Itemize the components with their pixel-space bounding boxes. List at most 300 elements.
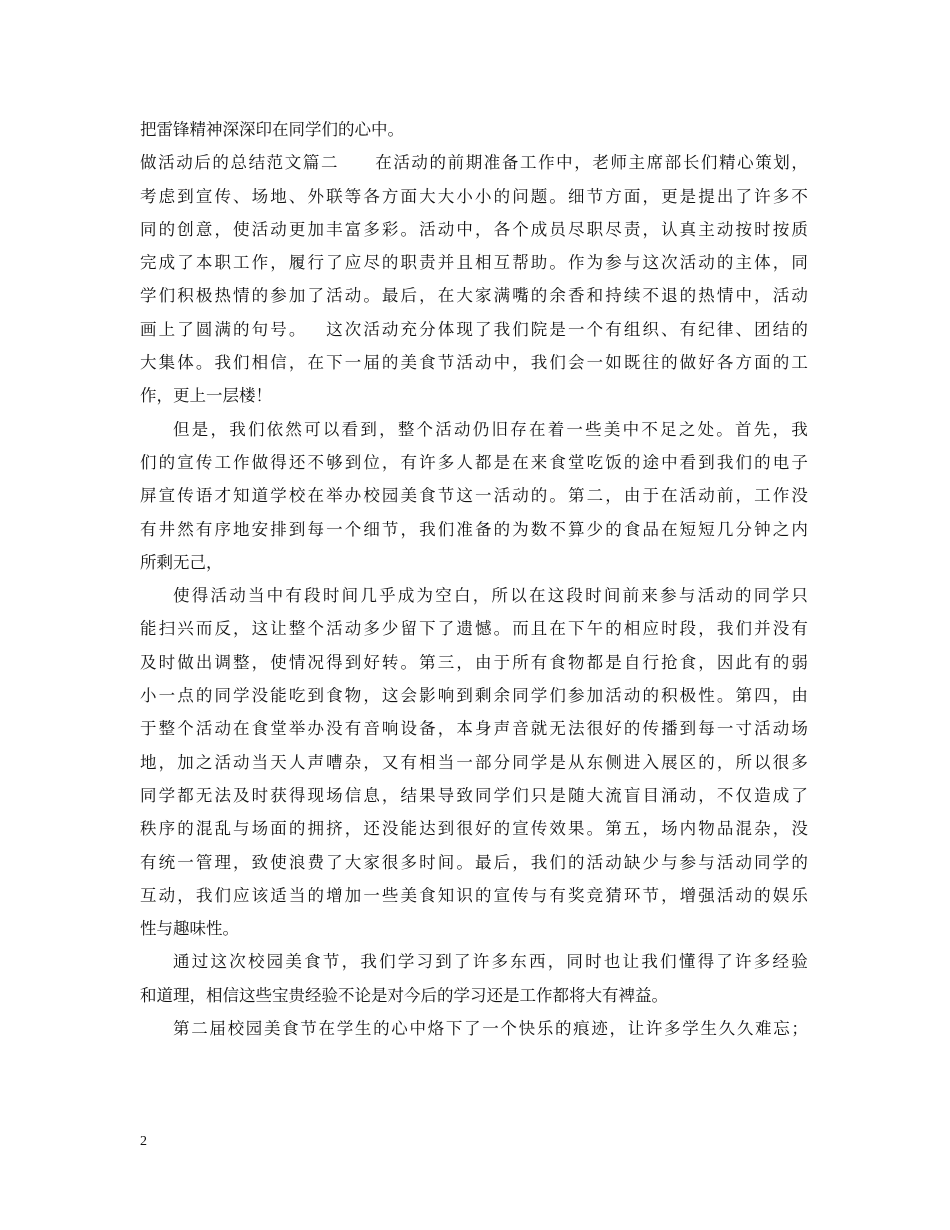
glyph: 这 [381,686,399,706]
glyph: 很 [456,819,473,839]
glyph: 做 [251,452,269,472]
glyph: 多 [363,219,380,239]
glyph: 美 [400,353,418,373]
glyph: 既 [623,353,641,373]
glyph: 短 [679,519,697,539]
glyph: 提 [698,186,715,206]
glyph: 地 [233,519,250,539]
glyph: 做 [679,353,697,373]
glyph: 各 [363,186,380,206]
glyph: 当 [247,586,265,606]
glyph: 有 [754,652,771,672]
glyph: 中 [556,153,573,173]
glyph: 校 [227,1019,245,1039]
glyph: 这 [642,253,659,273]
glyph: 第 [173,1019,190,1039]
glyph: 让 [270,619,287,639]
glyph: 杂 [754,819,771,839]
glyph: 退 [661,286,678,306]
glyph: 认 [661,219,678,239]
text-line-justified [140,279,808,312]
glyph: 个 [307,619,324,639]
glyph: 就 [530,719,548,739]
glyph: 到 [288,519,306,539]
glyph: 本 [195,253,213,273]
glyph: 现 [307,785,324,805]
glyph: ， [512,353,529,373]
glyph: ， [609,1019,626,1039]
glyph: 依 [266,419,284,439]
glyph: 我 [493,319,511,339]
glyph: 食 [549,452,566,472]
glyph: 扫 [158,619,176,639]
glyph: 于 [140,719,157,739]
glyph: 最 [381,286,399,306]
glyph: 问 [512,186,529,206]
glyph: 职 [586,219,604,239]
text-line-justified [140,346,808,379]
glyph: 物 [698,819,715,839]
glyph: 而 [195,619,213,639]
glyph: 屏 [140,486,157,506]
glyph: 二 [320,153,338,173]
glyph: 果 [568,819,585,839]
glyph: 使 [270,852,287,872]
glyph: 西 [528,952,546,972]
glyph: 学 [270,486,287,506]
glyph: 积 [177,286,194,306]
glyph: 而 [512,619,529,639]
glyph: 食 [326,686,343,706]
glyph: 主 [735,253,752,273]
glyph: 第 [419,652,436,672]
glyph: 同 [754,852,771,872]
glyph: 中 [456,219,473,239]
glyph: 富 [344,219,362,239]
glyph: 续 [623,286,641,306]
glyph: 些 [585,419,602,439]
glyph: 宣 [512,819,529,839]
glyph: 。 [549,253,566,273]
glyph: 多 [772,186,790,206]
glyph: 的 [772,353,790,373]
glyph: 所 [735,752,752,772]
glyph: 小 [474,186,492,206]
glyph: 纪 [698,319,715,339]
glyph: 午 [586,619,604,639]
glyph: 传 [177,486,194,506]
glyph: 极 [195,286,213,306]
glyph: 才 [214,486,231,506]
glyph: 面 [754,353,771,373]
glyph: 宣 [195,186,213,206]
glyph: 的 [679,286,697,306]
glyph: 动 [623,686,641,706]
glyph: 动 [437,219,455,239]
glyph: ， [698,652,715,672]
glyph: 看 [341,419,359,439]
text-line: 作，更上一层楼！ [140,386,272,406]
glyph: 响 [381,719,399,739]
glyph: 很 [381,852,399,872]
glyph: 与 [698,852,715,872]
glyph: 内 [791,519,808,539]
glyph: 活 [326,619,343,639]
glyph: 圆 [195,319,213,339]
glyph: 段 [566,586,583,606]
glyph: ， [772,819,790,839]
glyph: 出 [716,186,734,206]
glyph: 在 [549,619,566,639]
glyph: 一 [177,852,194,872]
glyph: 时 [158,652,176,672]
glyph: 下 [568,619,585,639]
glyph: 烙 [427,1019,445,1039]
glyph: ， [363,752,380,772]
glyph: 所 [491,586,508,606]
glyph: 位 [363,452,380,472]
glyph: 活 [716,885,734,905]
glyph: 老 [592,153,609,173]
glyph: 且 [530,619,548,639]
glyph: 做 [140,153,157,173]
glyph: 活 [419,219,436,239]
glyph: 一 [482,1019,499,1039]
glyph: 作 [538,153,555,173]
glyph: 的 [195,686,213,706]
glyph: 音 [363,719,380,739]
glyph: 个 [344,519,362,539]
glyph: 动 [735,885,752,905]
glyph: 费 [307,852,324,872]
glyph: 习 [416,952,434,972]
glyph: 一 [158,686,176,706]
glyph: 动 [270,219,287,239]
glyph: 传 [214,186,231,206]
glyph: 况 [307,652,324,672]
glyph: 到 [679,719,697,739]
glyph: 足 [660,419,677,439]
glyph: 在 [233,719,250,739]
glyph: 知 [233,486,250,506]
glyph: 也 [603,952,621,972]
glyph: 食 [419,885,436,905]
glyph: 好 [698,353,715,373]
glyph: 宣 [177,452,194,472]
glyph: 充 [400,319,418,339]
glyph: 活 [326,286,343,306]
glyph: 节 [586,186,604,206]
glyph: 然 [285,419,302,439]
glyph: 备 [419,719,436,739]
glyph: 各 [493,219,511,239]
glyph: ， [233,619,250,639]
glyph: 影 [419,686,436,706]
glyph: 时 [585,952,602,972]
glyph: ， [400,519,418,539]
glyph: 许 [735,952,752,972]
text-line-justified [140,746,808,779]
glyph: 场 [791,719,808,739]
glyph: 多 [664,1019,681,1039]
glyph: 知 [437,885,455,905]
glyph: 成 [397,586,415,606]
glyph: 备 [501,153,519,173]
glyph: 院 [530,319,548,339]
glyph: 涌 [661,785,678,805]
glyph: 的 [772,652,790,672]
glyph: 不 [641,419,658,439]
glyph: 的 [177,819,194,839]
glyph: 职 [400,253,418,273]
glyph: 们 [549,852,566,872]
glyph: 这 [251,619,269,639]
glyph: 活 [754,719,771,739]
glyph: 。 [716,419,733,439]
glyph: 活 [586,852,604,872]
glyph: 园 [266,952,284,972]
glyph: 最 [474,852,492,872]
glyph: 好 [605,719,622,739]
glyph: 加 [177,752,194,772]
glyph: 有 [530,652,548,672]
glyph: 转 [381,652,399,672]
glyph: 。 [493,619,511,639]
glyph: 以 [510,586,527,606]
glyph: 尽 [363,253,380,273]
glyph: 然 [177,519,194,539]
glyph: 次 [229,952,246,972]
glyph: 往 [642,353,659,373]
glyph: 动 [233,752,250,772]
glyph: 反 [214,619,231,639]
glyph: 我 [641,952,658,972]
glyph: 兴 [177,619,194,639]
glyph: 届 [363,353,380,373]
glyph: 。 [716,686,734,706]
glyph: 场 [326,785,343,805]
glyph: ， [642,819,659,839]
glyph: 不 [307,452,324,472]
glyph: 成 [530,219,548,239]
glyph: 是 [605,652,622,672]
glyph: 相 [623,619,641,639]
glyph: 结 [400,785,418,805]
glyph: 有 [549,885,566,905]
glyph: 音 [512,719,529,739]
glyph: 我 [791,419,808,439]
glyph: 物 [568,652,585,672]
glyph: 到 [437,819,455,839]
glyph: 响 [437,686,455,706]
glyph: 文 [284,153,302,173]
glyph: 法 [568,719,585,739]
paragraph-first-line [140,945,808,978]
glyph: 个 [416,419,434,439]
glyph: 获 [270,785,287,805]
text-line: 所剩无己， [140,552,223,572]
glyph: 都 [177,785,194,805]
paragraph-first-line [140,413,808,446]
glyph: 次 [344,319,362,339]
glyph: 我 [716,452,734,472]
glyph: 们 [660,952,677,972]
glyph: 的 [381,253,399,273]
glyph: 拥 [307,819,324,839]
glyph: 声 [307,752,324,772]
glyph: 物 [344,686,362,706]
glyph: 与 [678,586,696,606]
glyph: 到 [344,652,362,672]
glyph: ， [772,419,789,439]
glyph: 不 [642,286,659,306]
glyph: 学 [140,286,157,306]
glyph: 作 [233,452,250,472]
text-line: 性与趣味性。 [140,919,239,939]
glyph: 到 [456,686,473,706]
glyph: 点 [177,686,194,706]
glyph: 活 [679,253,697,273]
glyph: 彩 [381,219,399,239]
glyph: 懂 [678,952,696,972]
glyph: 活 [158,153,175,173]
glyph: 第 [568,486,585,506]
glyph: 在 [307,486,324,506]
glyph: 期 [465,153,483,173]
page-number: 2 [140,1134,147,1149]
glyph: 整 [288,619,306,639]
glyph: 之 [772,519,790,539]
glyph: 的 [716,253,734,273]
glyph: 食 [419,486,436,506]
glyph [307,313,324,346]
glyph: 流 [605,785,622,805]
glyph: 创 [177,219,194,239]
glyph: 完 [140,253,157,273]
glyph [339,146,356,179]
glyph: 大 [586,785,604,805]
glyph: 浪 [288,852,306,872]
glyph: 东 [586,752,604,772]
glyph: 四 [754,686,771,706]
glyph: 办 [307,719,324,739]
glyph: 结 [248,153,266,173]
glyph: 学 [493,785,511,805]
glyph: 帮 [512,253,529,273]
glyph: 热 [214,286,231,306]
glyph: 统 [158,852,176,872]
glyph: 白 [454,586,471,606]
glyph: 一 [363,885,380,905]
glyph: 整 [158,719,176,739]
glyph: 了 [326,852,343,872]
glyph: 后 [493,852,511,872]
glyph: 有 [605,319,622,339]
glyph: 人 [288,752,306,772]
glyph: 题 [530,186,548,206]
glyph: 痕 [573,1019,590,1039]
glyph: 时 [419,852,436,872]
glyph: 由 [474,652,492,672]
glyph: 的 [530,286,548,306]
glyph: 了 [716,952,733,972]
glyph: 学 [336,1019,354,1039]
glyph: 一 [326,519,343,539]
glyph: 品 [642,519,659,539]
glyph: 并 [754,619,771,639]
glyph: 结 [772,319,790,339]
glyph: 声 [493,719,511,739]
glyph: 二 [191,1019,208,1039]
glyph: 很 [586,719,604,739]
glyph: 遗 [456,619,473,639]
glyph: 个 [500,1019,517,1039]
glyph: 集 [158,353,176,373]
glyph: 子 [791,452,808,472]
glyph: 举 [288,719,306,739]
glyph: 到 [698,452,715,472]
glyph: 学 [772,852,790,872]
glyph: 情 [716,286,734,306]
glyph: 次 [661,253,678,273]
glyph: 宣 [158,486,176,506]
glyph: 中 [493,353,511,373]
glyph: 的 [754,452,771,472]
glyph: 节 [437,486,455,506]
glyph: 同 [474,785,492,805]
glyph: 传 [195,452,213,472]
glyph: 可 [304,419,321,439]
glyph: 随 [568,785,585,805]
glyph: 方 [605,186,622,206]
glyph: 的 [212,153,229,173]
glyph: 理 [214,852,231,872]
glyph: 该 [251,885,269,905]
glyph: 空 [435,586,452,606]
glyph: 这 [456,486,473,506]
glyph: 场 [251,819,269,839]
glyph: 应 [344,253,362,273]
glyph: 篇 [302,153,320,173]
glyph: 不 [549,519,566,539]
text-line-justified [140,146,808,179]
glyph: 许 [754,186,771,206]
glyph: 憾 [474,619,492,639]
glyph: 。 [456,852,473,872]
glyph: 了 [454,952,471,972]
glyph: 让 [622,952,640,972]
glyph: 行 [307,253,324,273]
glyph: 内 [679,819,697,839]
glyph: 传 [530,819,548,839]
glyph: ， [214,219,231,239]
glyph: 个 [177,719,194,739]
glyph: 部 [664,153,682,173]
glyph: 学 [530,686,548,706]
glyph: 体 [437,319,455,339]
glyph: 盲 [623,785,641,805]
glyph: 还 [363,819,380,839]
glyph: 了 [735,186,752,206]
glyph: 场 [251,186,269,206]
glyph: 够 [326,452,343,472]
glyph: 们 [735,619,752,639]
glyph: ， [661,885,678,905]
glyph: 途 [642,452,659,472]
glyph: 乐 [791,885,808,905]
glyph: 是 [679,186,697,206]
glyph: 同 [791,253,808,273]
